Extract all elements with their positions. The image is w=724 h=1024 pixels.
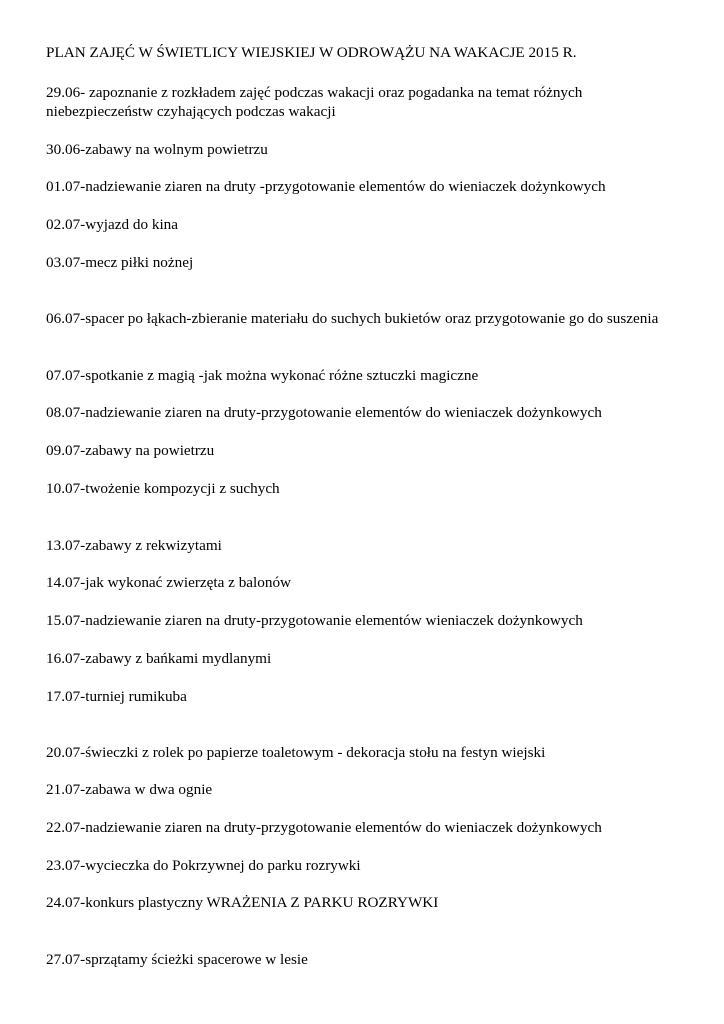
- schedule-entry: 27.07-sprzątamy ścieżki spacerowe w lesie: [46, 951, 308, 968]
- schedule-entry: 20.07-świeczki z rolek po papierze toaletowym - dekoracja stołu na festyn wiejski: [46, 744, 546, 761]
- schedule-entry: 08.07-nadziewanie ziaren na druty-przygotowanie elementów do wieniaczek dożynkowych: [46, 404, 602, 421]
- schedule-entry: 17.07-turniej rumikuba: [46, 688, 187, 705]
- schedule-entry: 07.07-spotkanie z magią -jak można wykonać różne sztuczki magiczne: [46, 367, 479, 384]
- schedule-entry: 14.07-jak wykonać zwierzęta z balonów: [46, 574, 292, 591]
- schedule-entry: 21.07-zabawa w dwa ognie: [46, 781, 213, 798]
- schedule-entry: 13.07-zabawy z rekwizytami: [46, 537, 222, 554]
- schedule-entry: 24.07-konkurs plastyczny WRAŻENIA Z PARKU ROZRYWKI: [46, 894, 439, 911]
- schedule-entry: 29.06- zapoznanie z rozkładem zajęć podczas wakacji oraz pogadanka na temat różnych niebezpieczeństw czyhających podczas wakacji: [46, 84, 583, 120]
- schedule-entry: 22.07-nadziewanie ziaren na druty-przygotowanie elementów do wieniaczek dożynkowych: [46, 819, 602, 836]
- schedule-entry: 09.07-zabawy na powietrzu: [46, 442, 215, 459]
- schedule-entry: 23.07-wycieczka do Pokrzywnej do parku rozrywki: [46, 857, 361, 874]
- schedule-entry: 15.07-nadziewanie ziaren na druty-przygotowanie elementów wieniaczek dożynkowych: [46, 612, 583, 629]
- schedule-entry: 02.07-wyjazd do kina: [46, 216, 179, 233]
- schedule-entry: 03.07-mecz piłki nożnej: [46, 254, 194, 271]
- document-title: PLAN ZAJĘĆ W ŚWIETLICY WIEJSKIEJ W ODROWĄŻU NA WAKACJE 2015 R.: [46, 44, 577, 61]
- schedule-entry: 30.06-zabawy na wolnym powietrzu: [46, 141, 268, 158]
- schedule-entry: 01.07-nadziewanie ziaren na druty -przygotowanie elementów do wieniaczek dożynkowych: [46, 178, 606, 195]
- schedule-entry: 06.07-spacer po łąkach-zbieranie materiału do suchych bukietów oraz przygotowanie go do suszenia: [46, 310, 659, 327]
- schedule-entry: 16.07-zabawy z bańkami mydlanymi: [46, 650, 272, 667]
- schedule-entry: 10.07-twożenie kompozycji z suchych: [46, 480, 280, 497]
